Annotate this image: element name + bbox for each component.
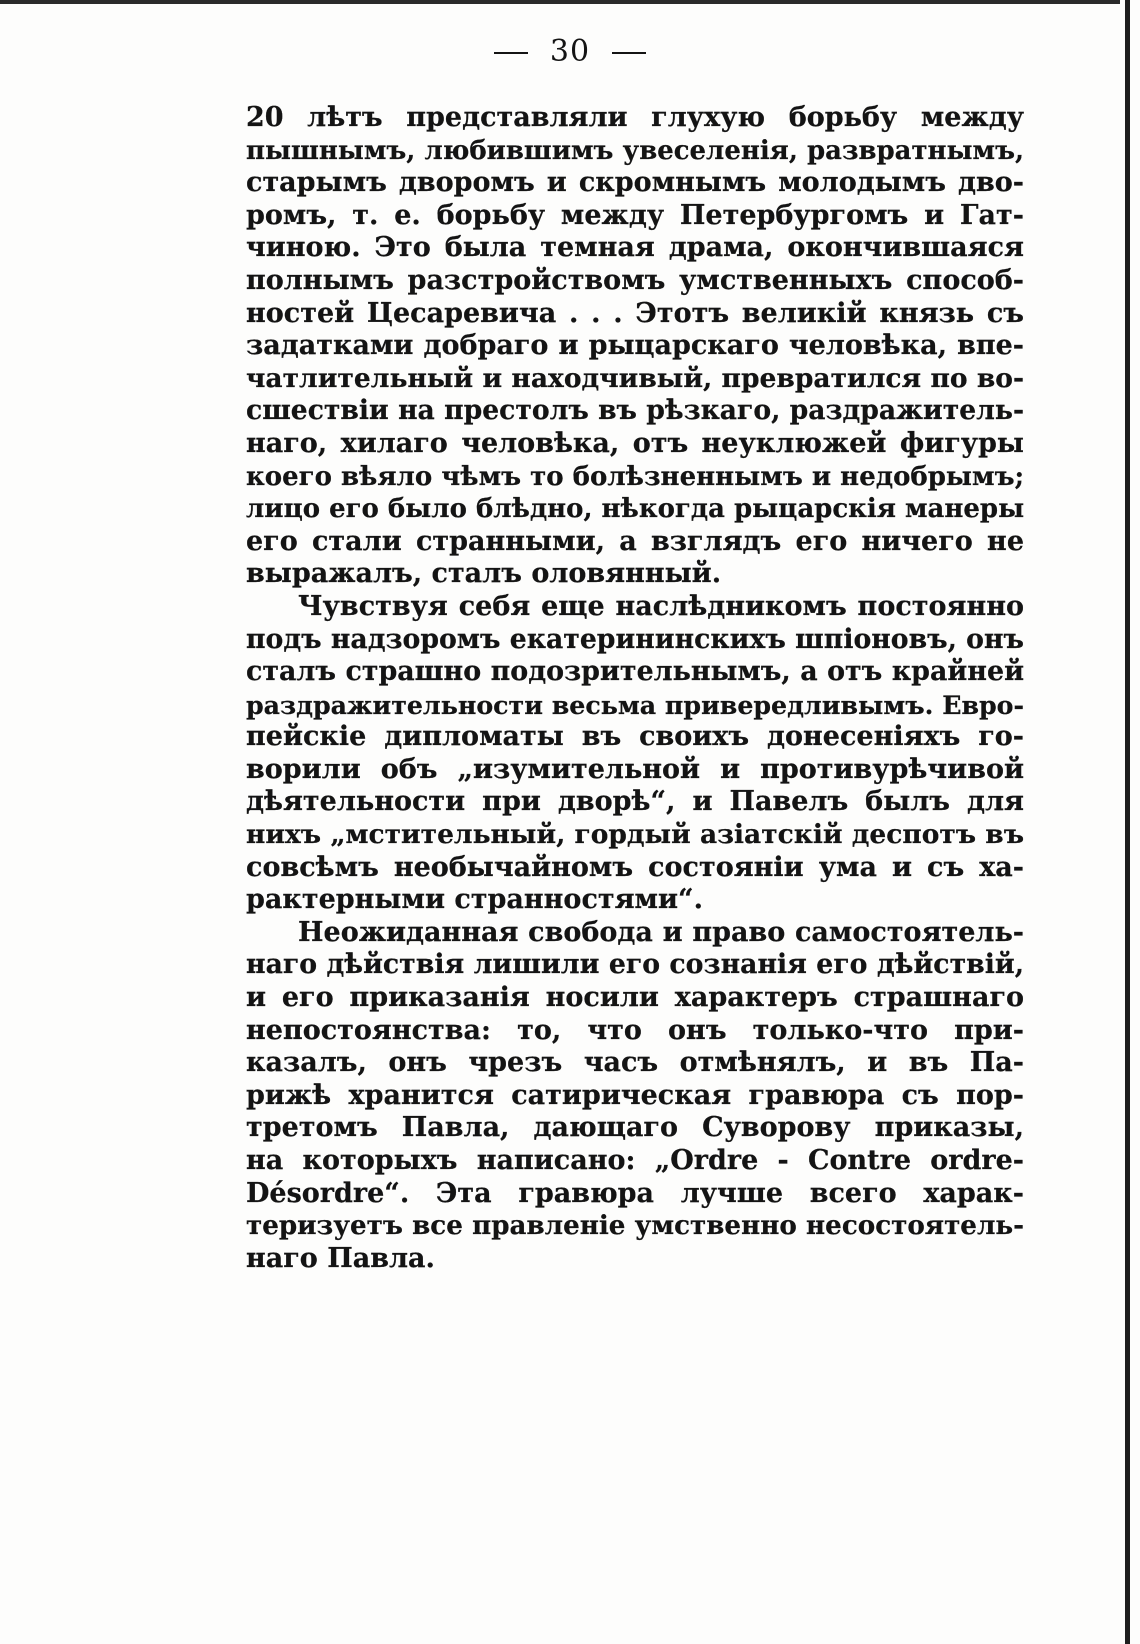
text-line: пышнымъ, любившимъ увеселенія, развратнымъ,	[246, 135, 1024, 166]
text-line: нихъ „мстительный, гордый азіатскій деспотъ въ	[246, 819, 1024, 851]
text-line: Неожиданная свобода и право самостоятель-	[298, 916, 1024, 948]
text-line: ромъ, т. е. борьбу между Петербургомъ и Гат-	[246, 199, 1024, 231]
page-number: 30	[549, 34, 591, 69]
text-line: непостоянства: то, что онъ только-что при-	[246, 1014, 1024, 1046]
paragraph-3	[246, 917, 1024, 1276]
text-line: сталъ страшно подозрительнымъ, а отъ крайней	[246, 656, 1024, 688]
text-line: третомъ Павла, дающаго Суворову приказы,	[246, 1112, 1024, 1144]
paragraph-2	[246, 591, 1024, 917]
text-line: наго Павла.	[246, 1242, 435, 1274]
text-line: выражалъ, сталъ оловянный.	[246, 558, 722, 590]
text-line: задатками добраго и рыцарскаго человѣка, впе-	[246, 330, 1024, 362]
text-line: коего вѣяло чѣмъ то болѣзненнымъ и недобрымъ;	[246, 461, 1025, 492]
body-text	[246, 102, 1024, 1275]
top-border-line	[0, 0, 1120, 4]
text-line: и его приказанія носили характеръ страшнаго	[246, 982, 1024, 1014]
text-line: ностей Цесаревича . . . Этотъ великій князь съ	[246, 297, 1024, 329]
text-line: Чувствуя себя еще наслѣдникомъ постоянно	[298, 590, 1024, 622]
text-line: лицо его было блѣдно, нѣкогда рыцарскія манеры	[246, 494, 1025, 525]
text-line: казалъ, онъ чрезъ часъ отмѣнялъ, и въ Па-	[246, 1047, 1024, 1079]
text-line: подъ надзоромъ екатерининскихъ шпіоновъ, онъ	[246, 623, 1024, 655]
text-line: наго, хилаго человѣка, отъ неуклюжей фигуры	[246, 427, 1024, 459]
text-line: полнымъ разстройствомъ умственныхъ способ-	[246, 264, 1024, 296]
text-line: его стали странными, а взглядъ его ничего не	[246, 525, 1024, 557]
text-line: 20 лѣтъ представляли глухую борьбу между	[246, 102, 1024, 133]
text-line: старымъ дворомъ и скромнымъ молодымъ дво-	[246, 167, 1024, 199]
text-line: на которыхъ написано: „Ordre - Contre ordre-	[246, 1145, 1024, 1176]
text-line: раздражительности весьма привередливымъ. Евро-	[246, 689, 1024, 720]
left-dash	[494, 52, 528, 54]
text-line: совсѣмъ необычайномъ состояніи ума и съ ха-	[246, 851, 1024, 883]
text-line: сшествіи на престолъ въ рѣзкаго, раздражитель-	[246, 395, 1024, 427]
text-line: пейскіе дипломаты въ своихъ донесеніяхъ го-	[246, 721, 1024, 753]
text-line: теризуетъ все правленіе умственно несостоятель-	[246, 1210, 1024, 1242]
text-line: наго дѣйствія лишили его сознанія его дѣйствій,	[246, 949, 1024, 981]
text-line: ворили объ „изумительной и противурѣчивой	[246, 753, 1024, 785]
text-line: чиною. Это была темная драма, окончившаяся	[246, 232, 1024, 264]
text-line: рактерными странностями“.	[246, 884, 703, 916]
text-line: дѣятельности при дворѣ“, и Павелъ былъ для	[246, 786, 1024, 818]
page-number-header	[0, 34, 1140, 69]
text-line: Désordre“. Эта гравюра лучше всего харак-	[246, 1177, 1024, 1209]
right-dash	[612, 52, 646, 54]
text-line: рижѣ хранится сатирическая гравюра съ пор-	[246, 1079, 1024, 1111]
right-border-line	[1125, 0, 1130, 1644]
text-line: чатлительный и находчивый, превратился по во-	[246, 362, 1024, 394]
paragraph-1	[246, 102, 1024, 591]
